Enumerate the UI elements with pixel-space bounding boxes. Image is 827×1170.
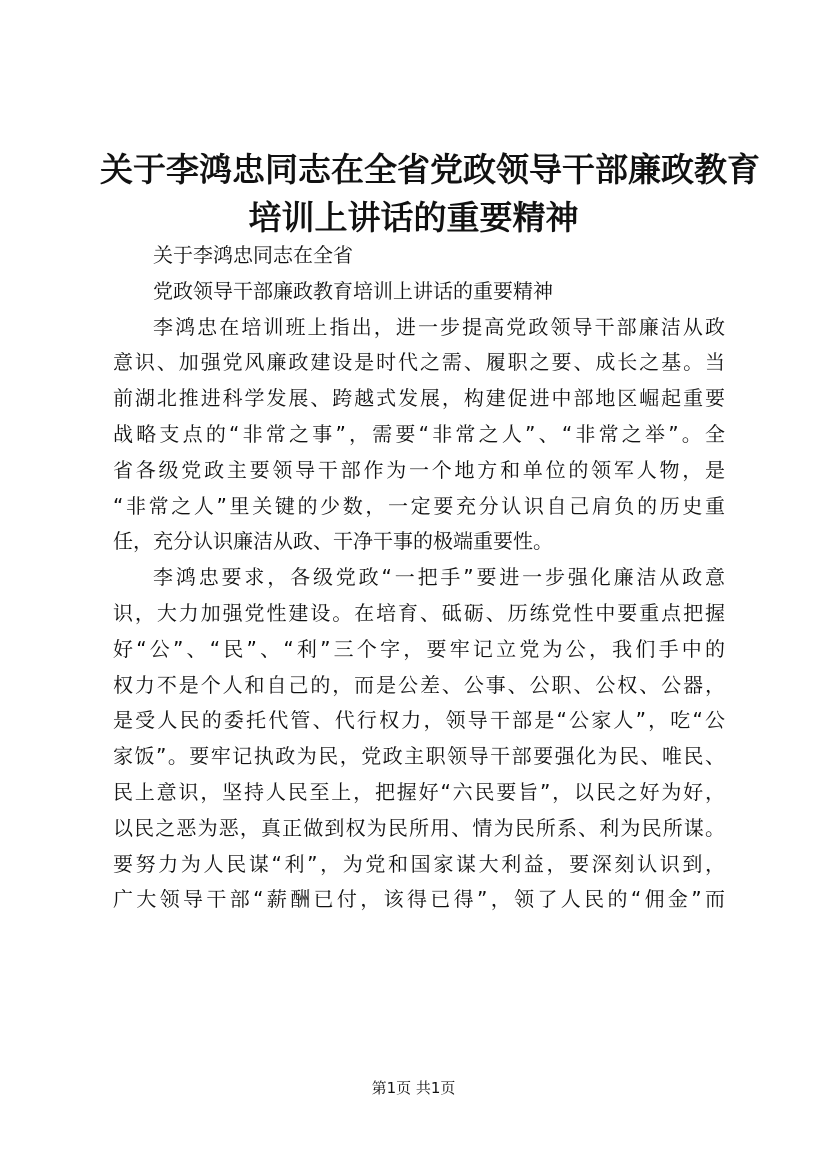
title-line-2: 培训上讲话的重要精神 (248, 198, 579, 237)
paragraph-1-line-4: 战略支点的“非常之事”，需要“非常之人”、“非常之举”。全 (113, 421, 725, 446)
paragraph-2-line-4: 权力不是个人和自己的，而是公差、公事、公职、公权、公器， (113, 672, 725, 697)
paragraph-1-line-1: 李鸿忠在培训班上指出，进一步提高党政领导干部廉洁从政 (153, 314, 725, 339)
paragraph-2-line-2: 识，大力加强党性建设。在培育、砥砺、历练党性中要重点把握 (113, 600, 725, 625)
subtitle-line-1: 关于李鸿忠同志在全省 (153, 243, 353, 267)
paragraph-1-line-6: “非常之人”里关键的少数，一定要充分认识自己肩负的历史重 (113, 493, 725, 518)
page-number-footer: 第1页 共1页 (371, 1079, 456, 1097)
paragraph-1-line-2: 意识、加强党风廉政建设是时代之需、履职之要、成长之基。当 (113, 350, 725, 375)
paragraph-1-line-5: 省各级党政主要领导干部作为一个地方和单位的领军人物，是 (113, 457, 725, 482)
document-title (100, 146, 760, 242)
paragraph-2-line-5: 是受人民的委托代管、代行权力，领导干部是“公家人”，吃“公 (113, 708, 725, 733)
paragraph-1-line-3: 前湖北推进科学发展、跨越式发展，构建促进中部地区崛起重要 (113, 386, 725, 411)
document-body (113, 238, 725, 918)
paragraph-2-line-3: 好“公”、“民”、“利”三个字，要牢记立党为公，我们手中的 (113, 636, 725, 661)
paragraph-2-line-6: 家饭”。要牢记执政为民，党政主职领导干部要强化为民、唯民、 (113, 744, 725, 769)
paragraph-2-line-8: 以民之恶为恶，真正做到权为民所用、情为民所系、利为民所谋。 (113, 815, 725, 840)
subtitle-line-2: 党政领导干部廉政教育培训上讲话的重要精神 (153, 278, 553, 303)
paragraph-2-line-7: 民上意识，坚持人民至上，把握好“六民要旨”，以民之好为好， (113, 779, 725, 804)
title-line-1: 关于李鸿忠同志在全省党政领导干部廉政教育 (100, 150, 760, 189)
paragraph-2-line-10: 广大领导干部“薪酬已付，该得已得”，领了人民的“佣金”而 (113, 887, 725, 912)
paragraph-2-line-9: 要努力为人民谋“利”，为党和国家谋大利益，要深刻认识到， (113, 851, 725, 876)
paragraph-2-line-1: 李鸿忠要求，各级党政“一把手”要进一步强化廉洁从政意 (153, 565, 725, 590)
paragraph-1-line-7: 任，充分认识廉洁从政、干净干事的极端重要性。 (113, 529, 553, 554)
